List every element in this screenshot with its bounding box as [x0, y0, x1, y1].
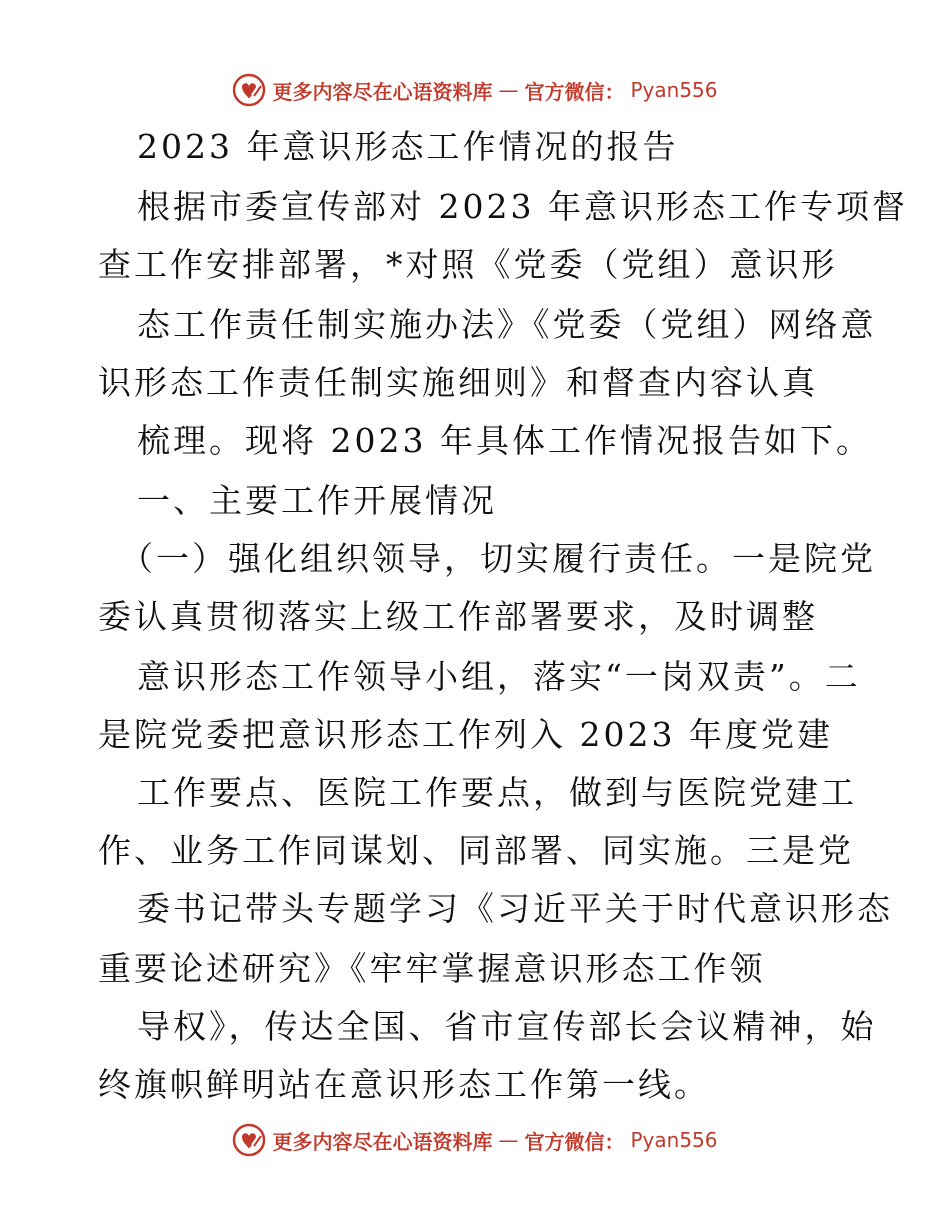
- paragraph-line: 梳理。现将 2023 年具体工作情况报告如下。: [137, 421, 872, 460]
- document-title: 2023 年意识形态工作情况的报告: [137, 127, 679, 166]
- banner-slogan: 更多内容尽在心语资料库: [272, 79, 493, 104]
- paragraph-line: 是院党委把意识形态工作列入 2023 年度党建: [98, 715, 833, 754]
- paragraph-line: 查工作安排部署，*对照《党委（党组）意识形: [98, 245, 838, 284]
- section-heading: 一、主要工作开展情况: [137, 481, 497, 520]
- heart-pen-logo-icon: [232, 73, 266, 107]
- paragraph-line: 意识形态工作领导小组，落实“一岗双责”。二: [137, 657, 861, 696]
- banner-dash: —: [498, 1128, 519, 1152]
- paragraph-line: 重要论述研究》《牢牢掌握意识形态工作领: [98, 949, 766, 988]
- paragraph-line: 工作要点、医院工作要点，做到与医院党建工: [137, 773, 857, 812]
- paragraph-line: 委认真贯彻落实上级工作部署要求，及时调整: [98, 597, 818, 636]
- paragraph-line: （一）强化组织领导，切实履行责任。一是院党: [120, 539, 876, 578]
- paragraph-line: 委书记带头专题学习《习近平关于时代意识形态: [137, 889, 893, 928]
- banner-wechat-id: Pyan556: [630, 1128, 718, 1152]
- banner-dash: —: [498, 78, 519, 102]
- footer-banner: [0, 1120, 950, 1160]
- paragraph-line: 态工作责任制实施办法》《党委（党组）网络意: [137, 305, 877, 344]
- paragraph-line: 根据市委宣传部对 2023 年意识形态工作专项督: [137, 187, 908, 226]
- banner-wechat-id: Pyan556: [630, 78, 718, 102]
- banner-wechat-label: 官方微信：: [524, 1129, 625, 1154]
- banner-slogan: 更多内容尽在心语资料库: [272, 1129, 493, 1154]
- paragraph-line: 作、业务工作同谋划、同部署、同实施。三是党: [98, 831, 854, 870]
- header-banner: [0, 70, 950, 110]
- paragraph-line: 识形态工作责任制实施细则》和督查内容认真: [98, 363, 818, 402]
- heart-pen-logo-icon: [232, 1123, 266, 1157]
- banner-wechat-label: 官方微信：: [524, 79, 625, 104]
- paragraph-line: 导权》，传达全国、省市宣传部长会议精神，始: [137, 1007, 877, 1046]
- paragraph-line: 终旗帜鲜明站在意识形态工作第一线。: [98, 1065, 710, 1104]
